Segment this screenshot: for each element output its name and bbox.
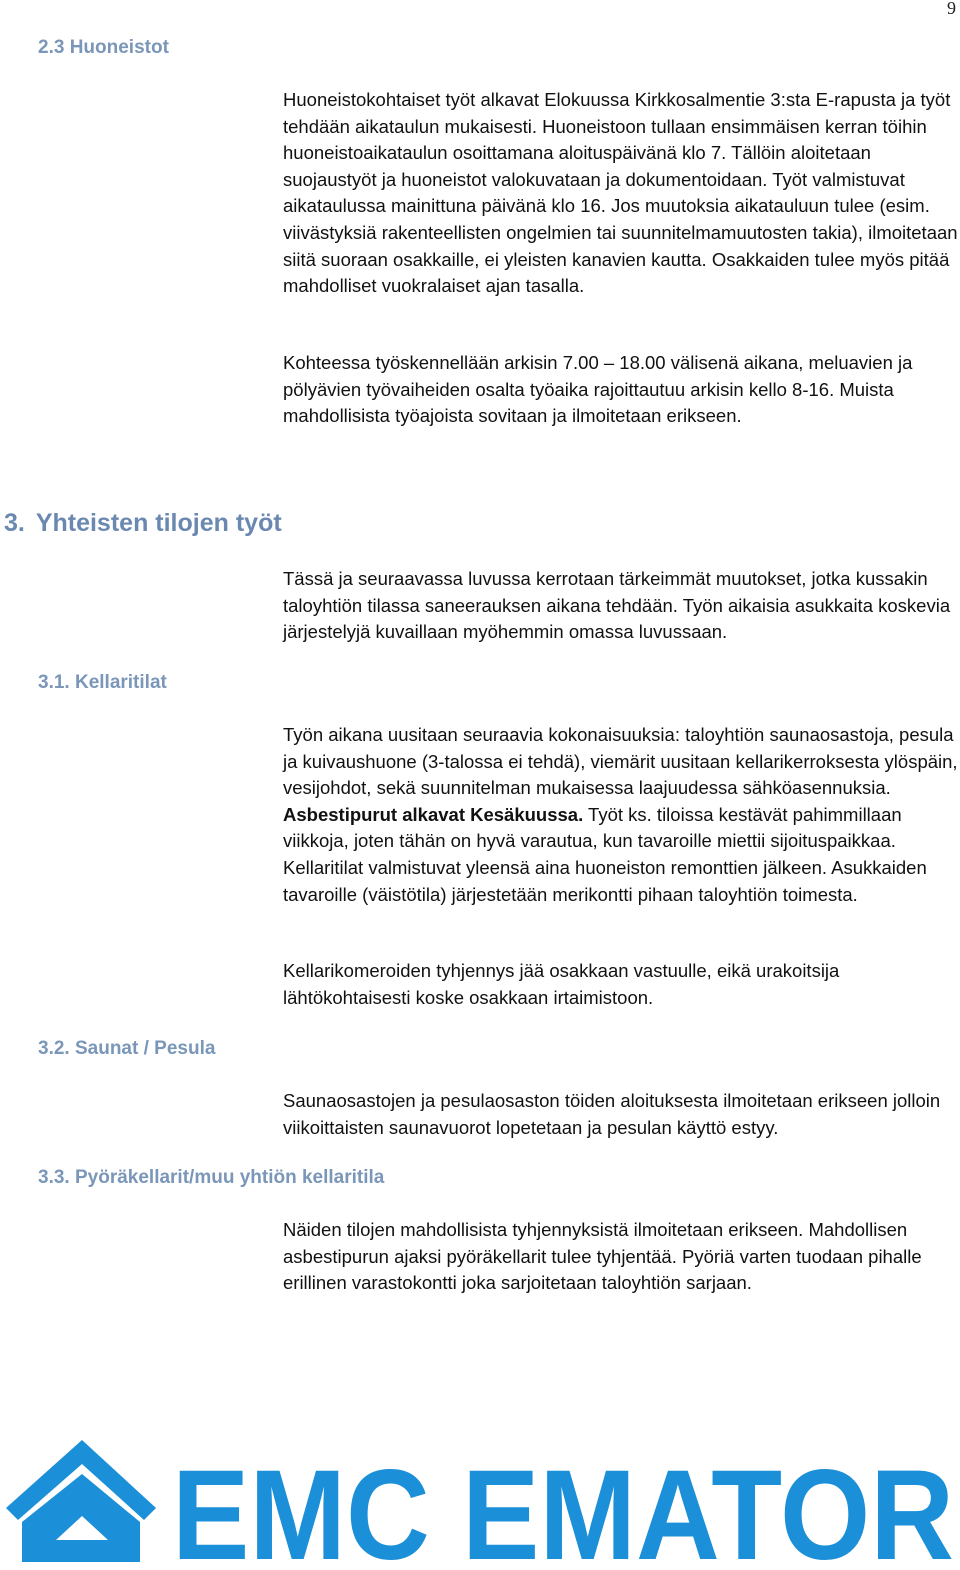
section-3-2-paragraph-1: Saunaosastojen ja pesulaosaston töiden aloituksesta ilmoitetaan erikseen jolloin viikoittaisten saunavuorot lopetetaan ja pesulan käyttö estyy. (283, 1090, 941, 1138)
chapter-3-intro: Tässä ja seuraavassa luvussa kerrotaan tärkeimmät muutokset, jotka kussakin taloyhtiön tilassa saneerauksen aikana tehdään. Työn aikaisia asukkaita koskevia järjestelyjä kuvaillaan myöhemmin omassa luvussaan. (283, 568, 951, 643)
section-3-1-paragraph-1 (283, 722, 958, 908)
chapter-3-heading (4, 509, 282, 538)
section-3-1-heading: 3.1. Kellaritilat (38, 672, 167, 693)
section-2-3-paragraph-1: Huoneistokohtaiset työt alkavat Elokuussa Kirkkosalmentie 3:sta E-rapusta ja työt tehdään aikataulun mukaisesti. Huoneistoon tullaan ensimmäisen kerran töihin huoneistoaikataulun osoittamana aloituspäivänä klo 7. Tällöin aloitetaan suojaustyöt ja huoneistot valokuvataan ja dokumentoidaan. Työt valmistuvat aikataulussa mainittuna päivänä klo 16. Jos muutoksia aikatauluun tulee (esim. viivästyksiä rakenteellisten ongelmien tai suunnitelmamuutosten takia), ilmoitetaan siitä suoraan osakkaille, ei yleisten kanavien kautta. Osakkaiden tulee myös pitää mahdolliset vuokralaiset ajan tasalla. (283, 89, 958, 297)
section-3-1-paragraph-2: Kellarikomeroiden tyhjennys jää osakkaan vastuulle, eikä urakoitsija lähtökohtaisesti koske osakkaan irtaimistoon. (283, 960, 840, 1008)
asbestos-notice: Asbestipurut alkavat Kesäkuussa. (283, 803, 584, 825)
section-2-3-heading: 2.3 Huoneistot (38, 37, 169, 58)
house-roof-icon (6, 1440, 156, 1562)
logo-wordmark: EMC EMATOR (172, 1444, 954, 1564)
section-3-3-paragraph-1: Näiden tilojen mahdollisista tyhjennyksistä ilmoitetaan erikseen. Mahdollisen asbestipurun ajaksi pyöräkellarit tulee tyhjentää. Pyöriä varten tuodaan pihalle erillinen varastokontti joka sarjoitetaan taloyhtiön sarjaan. (283, 1219, 922, 1294)
chapter-3-title: Yhteisten tilojen työt (35, 509, 282, 537)
section-3-2-heading: 3.2. Saunat / Pesula (38, 1038, 216, 1059)
chapter-3-number: 3. (4, 509, 25, 537)
section-3-1-text-b: Työt ks. tiloissa kestävät pahimmillaan viikkoja, joten tähän on hyvä varautua, kun tavaroille miettii sijoituspaikkaa. Kellaritilat valmistuvat yleensä aina huoneiston remonttien jälkeen. Asukkaiden tavaroille (väistötila) järjestetään merikontti pihaan taloyhtiön toimesta. (283, 803, 927, 905)
emc-emator-logo (4, 1436, 958, 1564)
section-3-1-text-a: Työn aikana uusitaan seuraavia kokonaisuuksia: taloyhtiön saunaosastoja, pesula ja kuivaushuone (3-talossa ei tehdä), viemärit uusitaan kellarikerroksesta ylöspäin, vesijohdot, sekä suunnitelman mukaisessa laajuudessa sähköasennuksia. (283, 724, 958, 799)
section-2-3-paragraph-2: Kohteessa työskennellään arkisin 7.00 – 18.00 välisenä aikana, meluavien ja pölyävien työvaiheiden osalta työaika rajoittautuu arkisin kello 8-16. Muista mahdollisista työajoista sovitaan ja ilmoitetaan erikseen. (283, 352, 913, 427)
page-number: 9 (947, 0, 956, 18)
section-3-3-heading: 3.3. Pyöräkellarit/muu yhtiön kellaritila (38, 1167, 385, 1188)
